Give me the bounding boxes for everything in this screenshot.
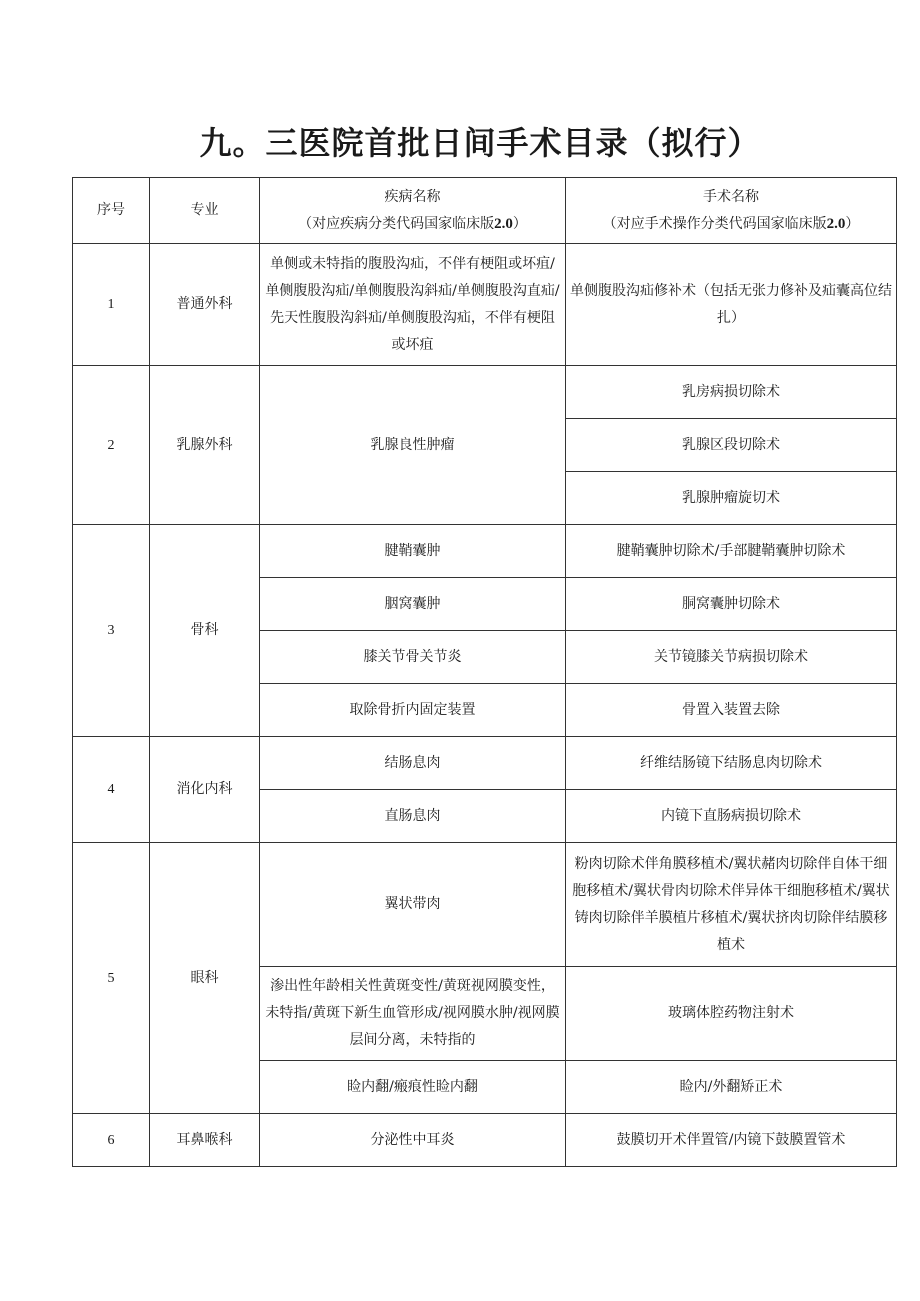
header-index: 序号: [73, 178, 150, 244]
header-disease-title: 疾病名称: [384, 188, 441, 205]
row-disease: 腱鞘囊肿: [260, 525, 566, 578]
table-row: [73, 525, 897, 578]
row-disease: 乳腺良性肿瘤: [260, 366, 566, 525]
row-procedure: 鼓膜切开术伴置管/内镜下鼓膜置管术: [566, 1114, 897, 1167]
row-procedure: 乳房病损切除术: [566, 366, 897, 419]
row-index: 5: [73, 843, 150, 1114]
table-row: [73, 366, 897, 419]
page-title: 九。三医院首批日间手术目录（拟行）: [199, 124, 761, 162]
row-procedure: 乳腺肿瘤旋切术: [566, 472, 897, 525]
header-procedure: [566, 178, 897, 244]
table-header-row: [73, 178, 897, 244]
row-procedure: 腱鞘囊肿切除术/手部腱鞘囊肿切除术: [566, 525, 897, 578]
row-procedure: 玻璃体腔药物注射术: [566, 967, 897, 1061]
row-specialty: 乳腺外科: [150, 366, 260, 525]
row-disease: 胭窝囊肿: [260, 578, 566, 631]
row-index: 3: [73, 525, 150, 737]
row-specialty: 普通外科: [150, 244, 260, 366]
row-specialty: 消化内科: [150, 737, 260, 843]
header-procedure-title: 手术名称: [703, 188, 759, 205]
row-index: 2: [73, 366, 150, 525]
header-disease-subtitle: （对应疾病分类代码国家临床版2.0）: [298, 215, 527, 232]
row-procedure: 关节镜膝关节病损切除术: [566, 631, 897, 684]
header-disease: [260, 178, 566, 244]
row-procedure: 睑内/外翻矫正术: [566, 1061, 897, 1114]
row-disease: 膝关节骨关节炎: [260, 631, 566, 684]
row-index: 1: [73, 244, 150, 366]
row-procedure: 骨置入装置去除: [566, 684, 897, 737]
row-disease: 直肠息肉: [260, 790, 566, 843]
row-specialty: 耳鼻喉科: [150, 1114, 260, 1167]
table-row: [73, 737, 897, 790]
row-disease: 分泌性中耳炎: [260, 1114, 566, 1167]
row-procedure: 粉肉切除术伴角膜移植术/翼状赭肉切除伴自体干细胞移植术/翼状骨肉切除术伴异体干细胞移植术/翼状铸肉切除伴羊膜植片移植术/翼状挤肉切除伴结膜移植术: [566, 843, 897, 967]
row-disease: 单侧或未特指的腹股沟疝，不伴有梗阻或坏疽/单侧腹股沟疝/单侧腹股沟斜疝/单侧腹股沟直疝/先天性腹股沟斜疝/单侧腹股沟疝，不伴有梗阻或坏疽: [260, 244, 566, 366]
row-specialty: 骨科: [150, 525, 260, 737]
row-procedure: 内镜下直肠病损切除术: [566, 790, 897, 843]
header-specialty: 专业: [150, 178, 260, 244]
row-disease: 翼状带肉: [260, 843, 566, 967]
row-procedure: 乳腺区段切除术: [566, 419, 897, 472]
row-procedure: 纤维结肠镜下结肠息肉切除术: [566, 737, 897, 790]
table-row: [73, 244, 897, 366]
table-row: [73, 1114, 897, 1167]
row-procedure: 单侧腹股沟疝修补术（包括无张力修补及疝囊高位结扎）: [566, 244, 897, 366]
table-row: [73, 843, 897, 967]
row-specialty: 眼科: [150, 843, 260, 1114]
row-disease: 取除骨折内固定装置: [260, 684, 566, 737]
row-disease: 睑内翻/瘢痕性睑内翻: [260, 1061, 566, 1114]
row-disease: 结肠息肉: [260, 737, 566, 790]
row-index: 4: [73, 737, 150, 843]
row-index: 6: [73, 1114, 150, 1167]
row-disease: 渗出性年龄相关性黄斑变性/黄斑视网膜变性，未特指/黄斑下新生血管形成/视网膜水肿/视网膜层间分离，未特指的: [260, 967, 566, 1061]
surgery-catalog-table: [72, 177, 897, 1167]
header-procedure-subtitle: （对应手术操作分类代码国家临床版2.0）: [602, 215, 860, 232]
row-procedure: 胴窝囊肿切除术: [566, 578, 897, 631]
